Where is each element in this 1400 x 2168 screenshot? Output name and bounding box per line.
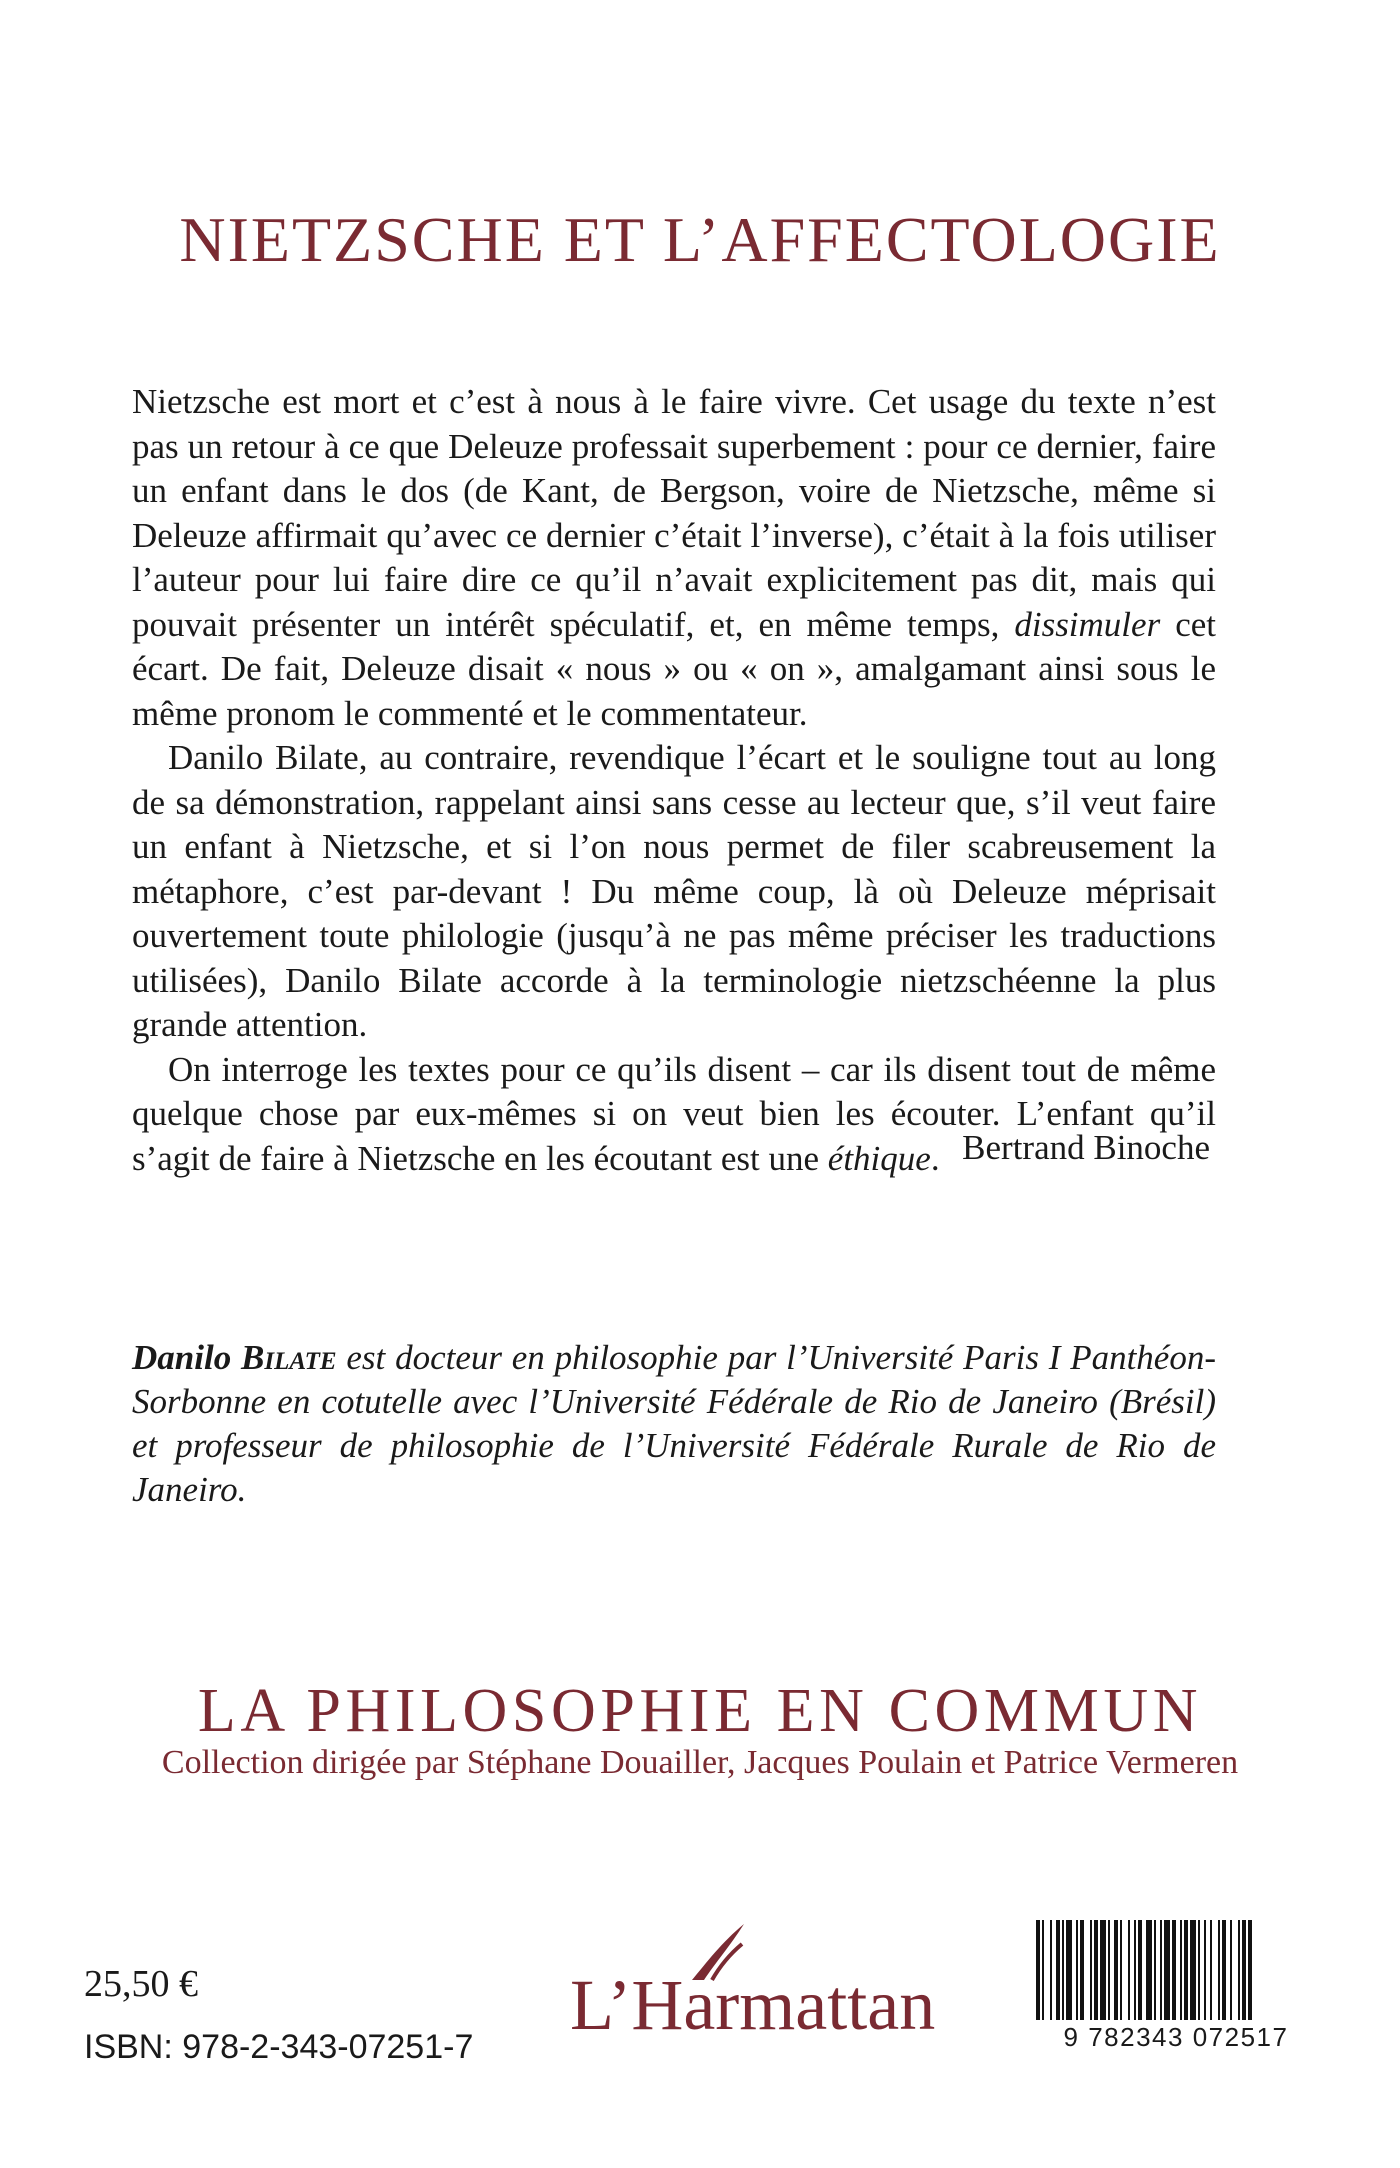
publisher-logo <box>570 1922 936 2052</box>
author-bio-text: est docteur en philosophie par l’Université Paris I Panthéon-Sorbonne en cotutelle avec l’Université Fédérale de Rio de Janeiro (Brésil) et professeur de philosophie de l’Université Fédérale Rurale de Rio de Janeiro. <box>132 1338 1216 1509</box>
author-first-name: Danilo <box>132 1338 232 1377</box>
author-last-name: Bilate <box>241 1338 337 1377</box>
blurb-paragraph-3: On interroge les textes pour ce qu’ils disent – car ils disent tout de même quelque chose par eux-mêmes si on veut bien les écouter. L’enfant qu’il s’agit de faire à Nietzsche en les écoutant est une éthique. <box>132 1049 1216 1178</box>
book-title: NIETZSCHE ET L’AFFECTOLOGIE <box>179 203 1221 275</box>
publisher-name: L’Harmattan <box>570 1965 936 2045</box>
series-title: LA PHILOSOPHIE EN COMMUN <box>197 1677 1203 1745</box>
barcode <box>1026 1910 1326 2060</box>
series-editors: Collection dirigée par Stéphane Douailler, Jacques Poulain et Patrice Vermeren <box>161 1744 1239 1781</box>
back-cover-blurb <box>132 380 1216 1181</box>
barcode-digits: 9 782343 072517 <box>1063 2022 1289 2052</box>
price: 25,50 € <box>84 1963 198 2005</box>
blurb-signature: Bertrand Binoche <box>962 1128 1210 1167</box>
blurb-paragraph-1: Nietzsche est mort et c’est à nous à le faire vivre. Cet usage du texte n’est pas un retour à ce que Deleuze professait superbement : pour ce dernier, faire un enfant dans le dos (de Kant, de Bergson, voire de Nietzsche, même si Deleuze affirmait qu’avec ce dernier c’était l’inverse), c’était à la fois utiliser l’auteur pour lui faire dire ce qu’il n’avait explicitement pas dit, mais qui pouvait présenter un intérêt spéculatif, et, en même temps, dissimuler cet écart. De fait, Deleuze disait « nous » ou « on », amalgamant ainsi sous le même pronom le commenté et le commentateur. <box>132 382 1216 733</box>
author-bio <box>132 1336 1216 1512</box>
barcode-icon <box>1036 1920 1316 2020</box>
isbn: ISBN: 978-2-343-07251-7 <box>84 2028 474 2066</box>
blurb-paragraph-2: Danilo Bilate, au contraire, revendique l’écart et le souligne tout au long de sa démonstration, rappelant ainsi sans cesse au lecteur que, s’il veut faire un enfant à Nietzsche, et si l’on nous permet de filer scabreusement la métaphore, c’est par-devant ! Du même coup, là où Deleuze méprisait ouvertement toute philologie (jusqu’à ne pas même préciser les traductions utilisées), Danilo Bilate accorde à la terminologie nietzschéenne la plus grande attention. <box>132 738 1216 1044</box>
